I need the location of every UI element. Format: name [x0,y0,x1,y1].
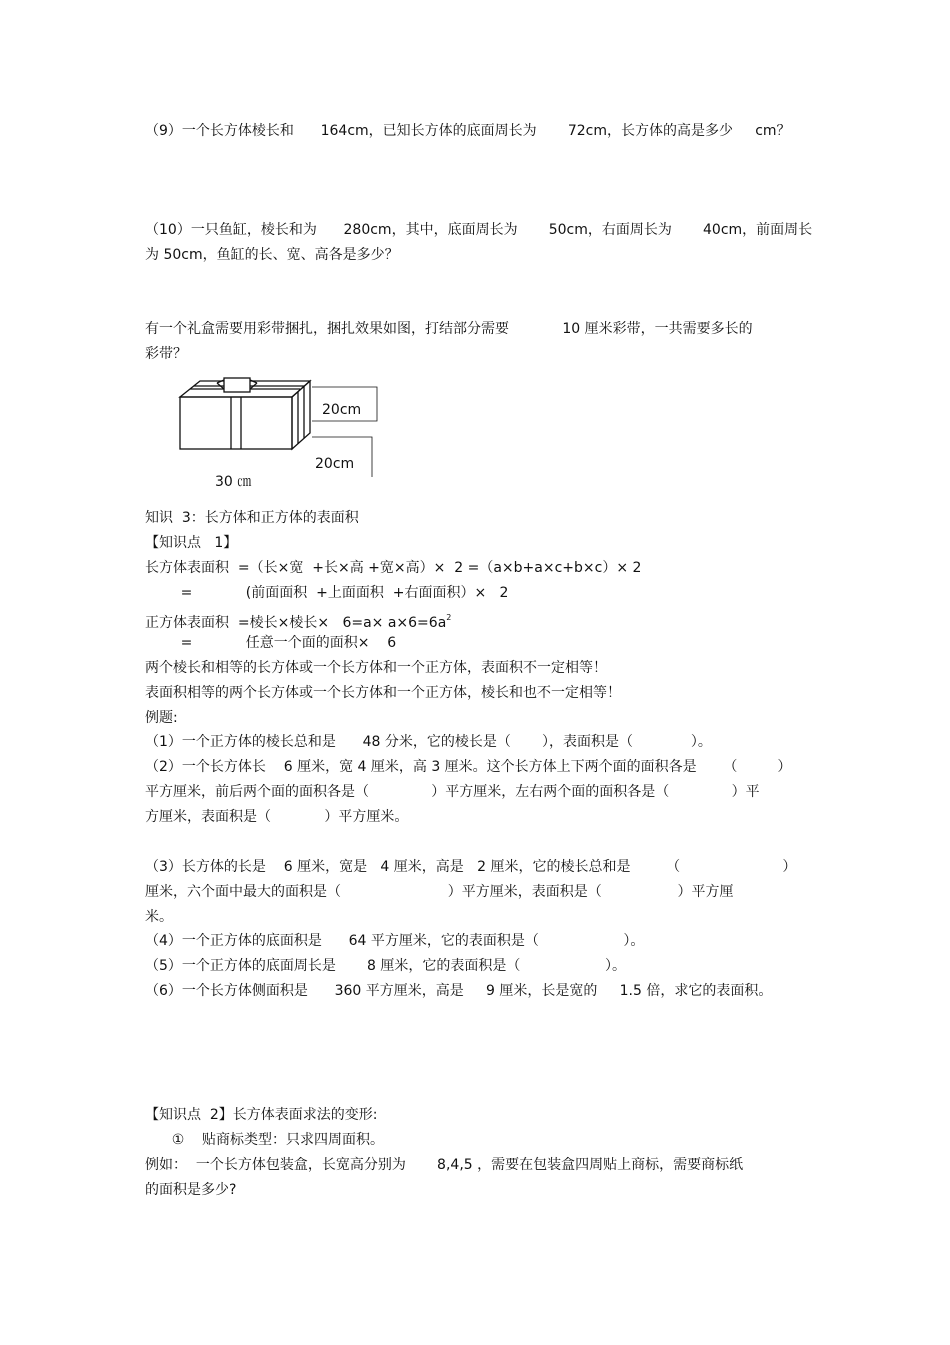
knowledge-point-1-title: 【知识点 1】 [145,535,238,551]
length-label: 30 ㎝ [215,474,252,490]
item-1: ① 贴商标类型：只求四周面积。 [145,1132,385,1148]
example-5: （5）一个正方体的底面周长是 8 厘米，它的表面积是（ ）。 [145,958,626,974]
example-question-line2: 的面积是多少? [145,1182,237,1198]
knowledge-point-2-title: 【知识点 2】长方体表面求法的变形: [145,1107,378,1123]
question-10-line2: 为 50cm，鱼缸的长、宽、高各是多少？ [145,247,399,263]
cuboid-formula-alt: = (前面面积 +上面面积 +右面面积）× 2 [145,585,509,601]
question-10-line1: （10）一只鱼缸，棱长和为 280cm，其中，底面周长为 50cm，右面周长为 40cm，前面周长 [145,222,813,238]
example-1: （1）一个正方体的棱长总和是 48 分米，它的棱长是（ ），表面积是（ ）。 [145,734,712,750]
gift-question-line2: 彩带？ [145,346,187,362]
box-front-face [180,397,292,449]
example-3-line1: （3）长方体的长是 6 厘米，宽是 4 厘米，高是 2 厘米，它的棱长总和是 （ ） [145,859,797,875]
box-right-face [292,381,310,449]
width-label: 20cm [315,456,355,472]
example-2-line1: （2）一个长方体长 6 厘米，宽 4 厘米，高 3 厘米。这个长方体上下两个面的面积各是 （ ） [145,759,792,775]
cube-formula-alt: = 任意一个面的面积× 6 [145,635,397,651]
example-3-line2: 厘米，六个面中最大的面积是（ ）平方厘米，表面积是（ ）平方厘 [145,884,734,900]
examples-label: 例题: [145,710,178,726]
ribbon-knot [224,378,250,392]
cuboid-formula: 长方体表面积 =（长×宽 +长×高 +宽×高）× 2 =（a×b+a×c+b×c）× 2 [145,560,642,576]
note-2: 表面积相等的两个长方体或一个长方体和一个正方体，棱长和也不一定相等！ [145,685,621,701]
height-label: 20cm [322,402,362,418]
note-1: 两个棱长和相等的长方体或一个长方体和一个正方体，表面积不一定相等！ [145,660,607,676]
example-6: （6）一个长方体侧面积是 360 平方厘米，高是 9 厘米，长是宽的 1.5 倍，求它的表面积。 [145,983,773,999]
cube-formula: 正方体表面积 =棱长×棱长× $6=a\times a\times 6=6a^2$ [145,613,452,631]
gift-box-figure [172,375,392,485]
example-3-line3: 米。 [145,909,173,925]
example-4: （4）一个正方体的底面积是 64 平方厘米，它的表面积是（ ）。 [145,933,645,949]
gift-question-line1: 有一个礼盒需要用彩带捆扎，捆扎效果如图，打结部分需要 10 厘米彩带，一共需要多长的 [145,321,753,337]
example-2-line3: 方厘米，表面积是（ ）平方厘米。 [145,809,409,825]
example-question-line1: 例如： 一个长方体包装盒，长宽高分别为 8,4,5 ，需要在包装盒四周贴上商标，需要商标纸 [145,1157,744,1173]
question-9: （9）一个长方体棱长和 164cm，已知长方体的底面周长为 72cm，长方体的高是多少 cm？ [145,123,791,139]
section-title: 知识 3：长方体和正方体的表面积 [145,510,359,526]
example-2-line2: 平方厘米，前后两个面的面积各是（ ）平方厘米，左右两个面的面积各是（ ）平 [145,784,760,800]
